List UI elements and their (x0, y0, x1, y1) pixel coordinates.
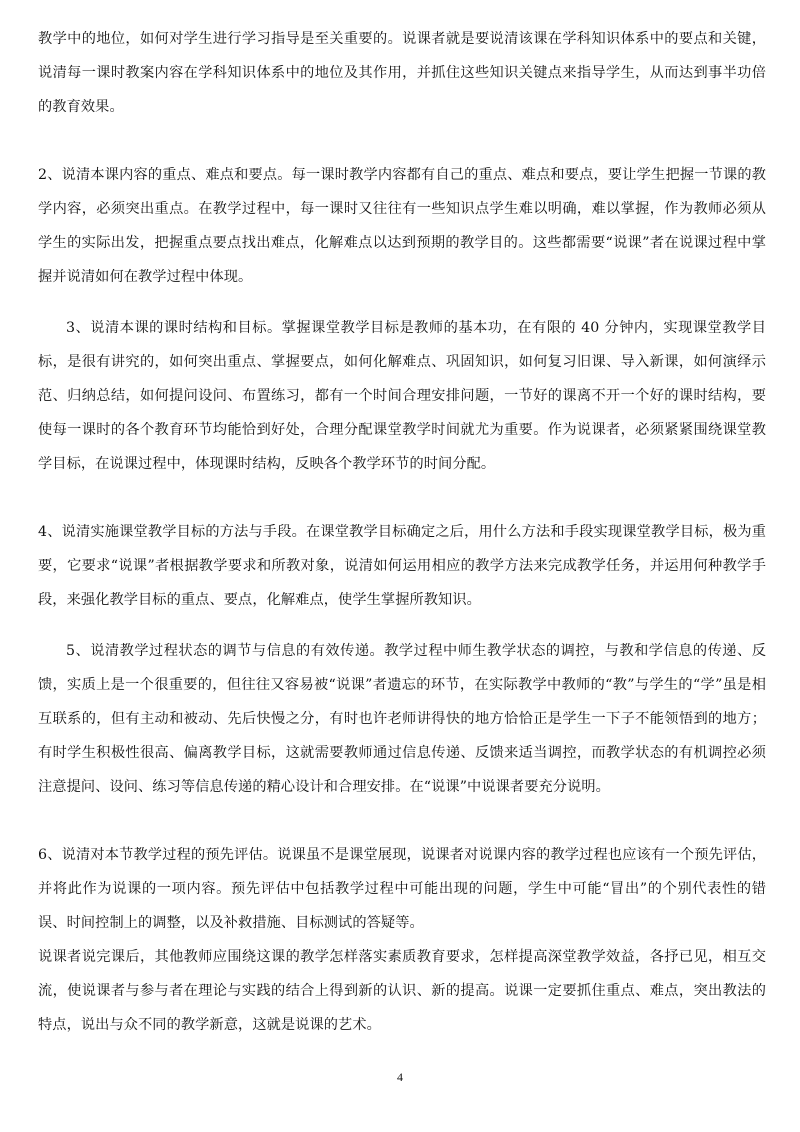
paragraph-point-5: 5、说清教学过程状态的调节与信息的有效传递。教学过程中师生教学状态的调控，与教和学信息的传递、反馈，实质上是一个很重要的，但往往又容易被“说课”者遗忘的环节，在实际教学中教师的“教”与学生的“学”虽是相互联系的，但有主动和被动、先后快慢之分，有时也许老师讲得快的地方恰恰正是学生一下子不能领悟到的地方；有时学生积极性很高、偏离教学目标，这就需要教师通过信息传递、反馈来适当调控，而教学状态的有机调控必须注意提问、设问、练习等信息传递的精心设计和合理安排。在“说课”中说课者要充分说明。 (38, 643, 766, 795)
document-page (38, 22, 766, 1042)
paragraph-point-6: 6、说清对本节教学过程的预先评估。说课虽不是课堂展现，说课者对说课内容的教学过程也应该有一个预先评估，并将此作为说课的一项内容。预先评估中包括教学过程中可能出现的问题，学生中可能“冒出”的个别代表性的错误、时间控制上的调整，以及补救措施、目标测试的答疑等。 (38, 847, 766, 931)
paragraph-point-2: 2、说清本课内容的重点、难点和要点。每一课时教学内容都有自己的重点、难点和要点，要让学生把握一节课的教学内容，必须突出重点。在教学过程中，每一课时又往往有一些知识点学生难以明确，难以掌握，作为教师必须从学生的实际出发，把握重点要点找出难点，化解难点以达到预期的教学目的。这些都需要“说课”者在说课过程中掌握并说清如何在教学过程中体现。 (38, 167, 766, 285)
paragraph-conclusion: 说课者说完课后，其他教师应围绕这课的教学怎样落实素质教育要求，怎样提高深堂教学效益，各抒已见，相互交流，使说课者与参与者在理论与实践的结合上得到新的认识、新的提高。说课一定要抓住重点、难点，突出教法的特点，说出与众不同的教学新意，这就是说课的艺术。 (38, 949, 766, 1033)
page-number: 4 (397, 1070, 403, 1084)
paragraph-point-4: 4、说清实施课堂教学目标的方法与手段。在课堂教学目标确定之后，用什么方法和手段实现课堂教学目标，极为重要，它要求“说课”者根据教学要求和所教对象，说清如何运用相应的教学方法来完成教学任务，并运用何种教学手段，来强化教学目标的重点、要点，化解难点，使学生掌握所教知识。 (38, 524, 766, 608)
paragraph-point-3: 3、说清本课的课时结构和目标。掌握课堂教学目标是教师的基本功，在有限的 40 分钟内，实现课堂教学目标，是很有讲究的，如何突出重点、掌握要点，如何化解难点、巩固知识，如何复习旧课、导入新课，如何演绎示范、归纳总结，如何提问设问、布置练习，都有一个时间合理安排问题，一节好的课离不开一个好的课时结构，要使每一课时的各个教育环节均能恰到好处，合理分配课堂教学时间就尤为重要。作为说课者，必须紧紧围绕课堂教学目标，在说课过程中，体现课时结构，反映各个教学环节的时间分配。 (38, 320, 766, 472)
paragraph-continuation: 教学中的地位，如何对学生进行学习指导是至关重要的。说课者就是要说清该课在学科知识体系中的要点和关键，说清每一课时教案内容在学科知识体系中的地位及其作用，并抓住这些知识关键点来指导学生，从而达到事半功倍的教育效果。 (38, 31, 766, 115)
